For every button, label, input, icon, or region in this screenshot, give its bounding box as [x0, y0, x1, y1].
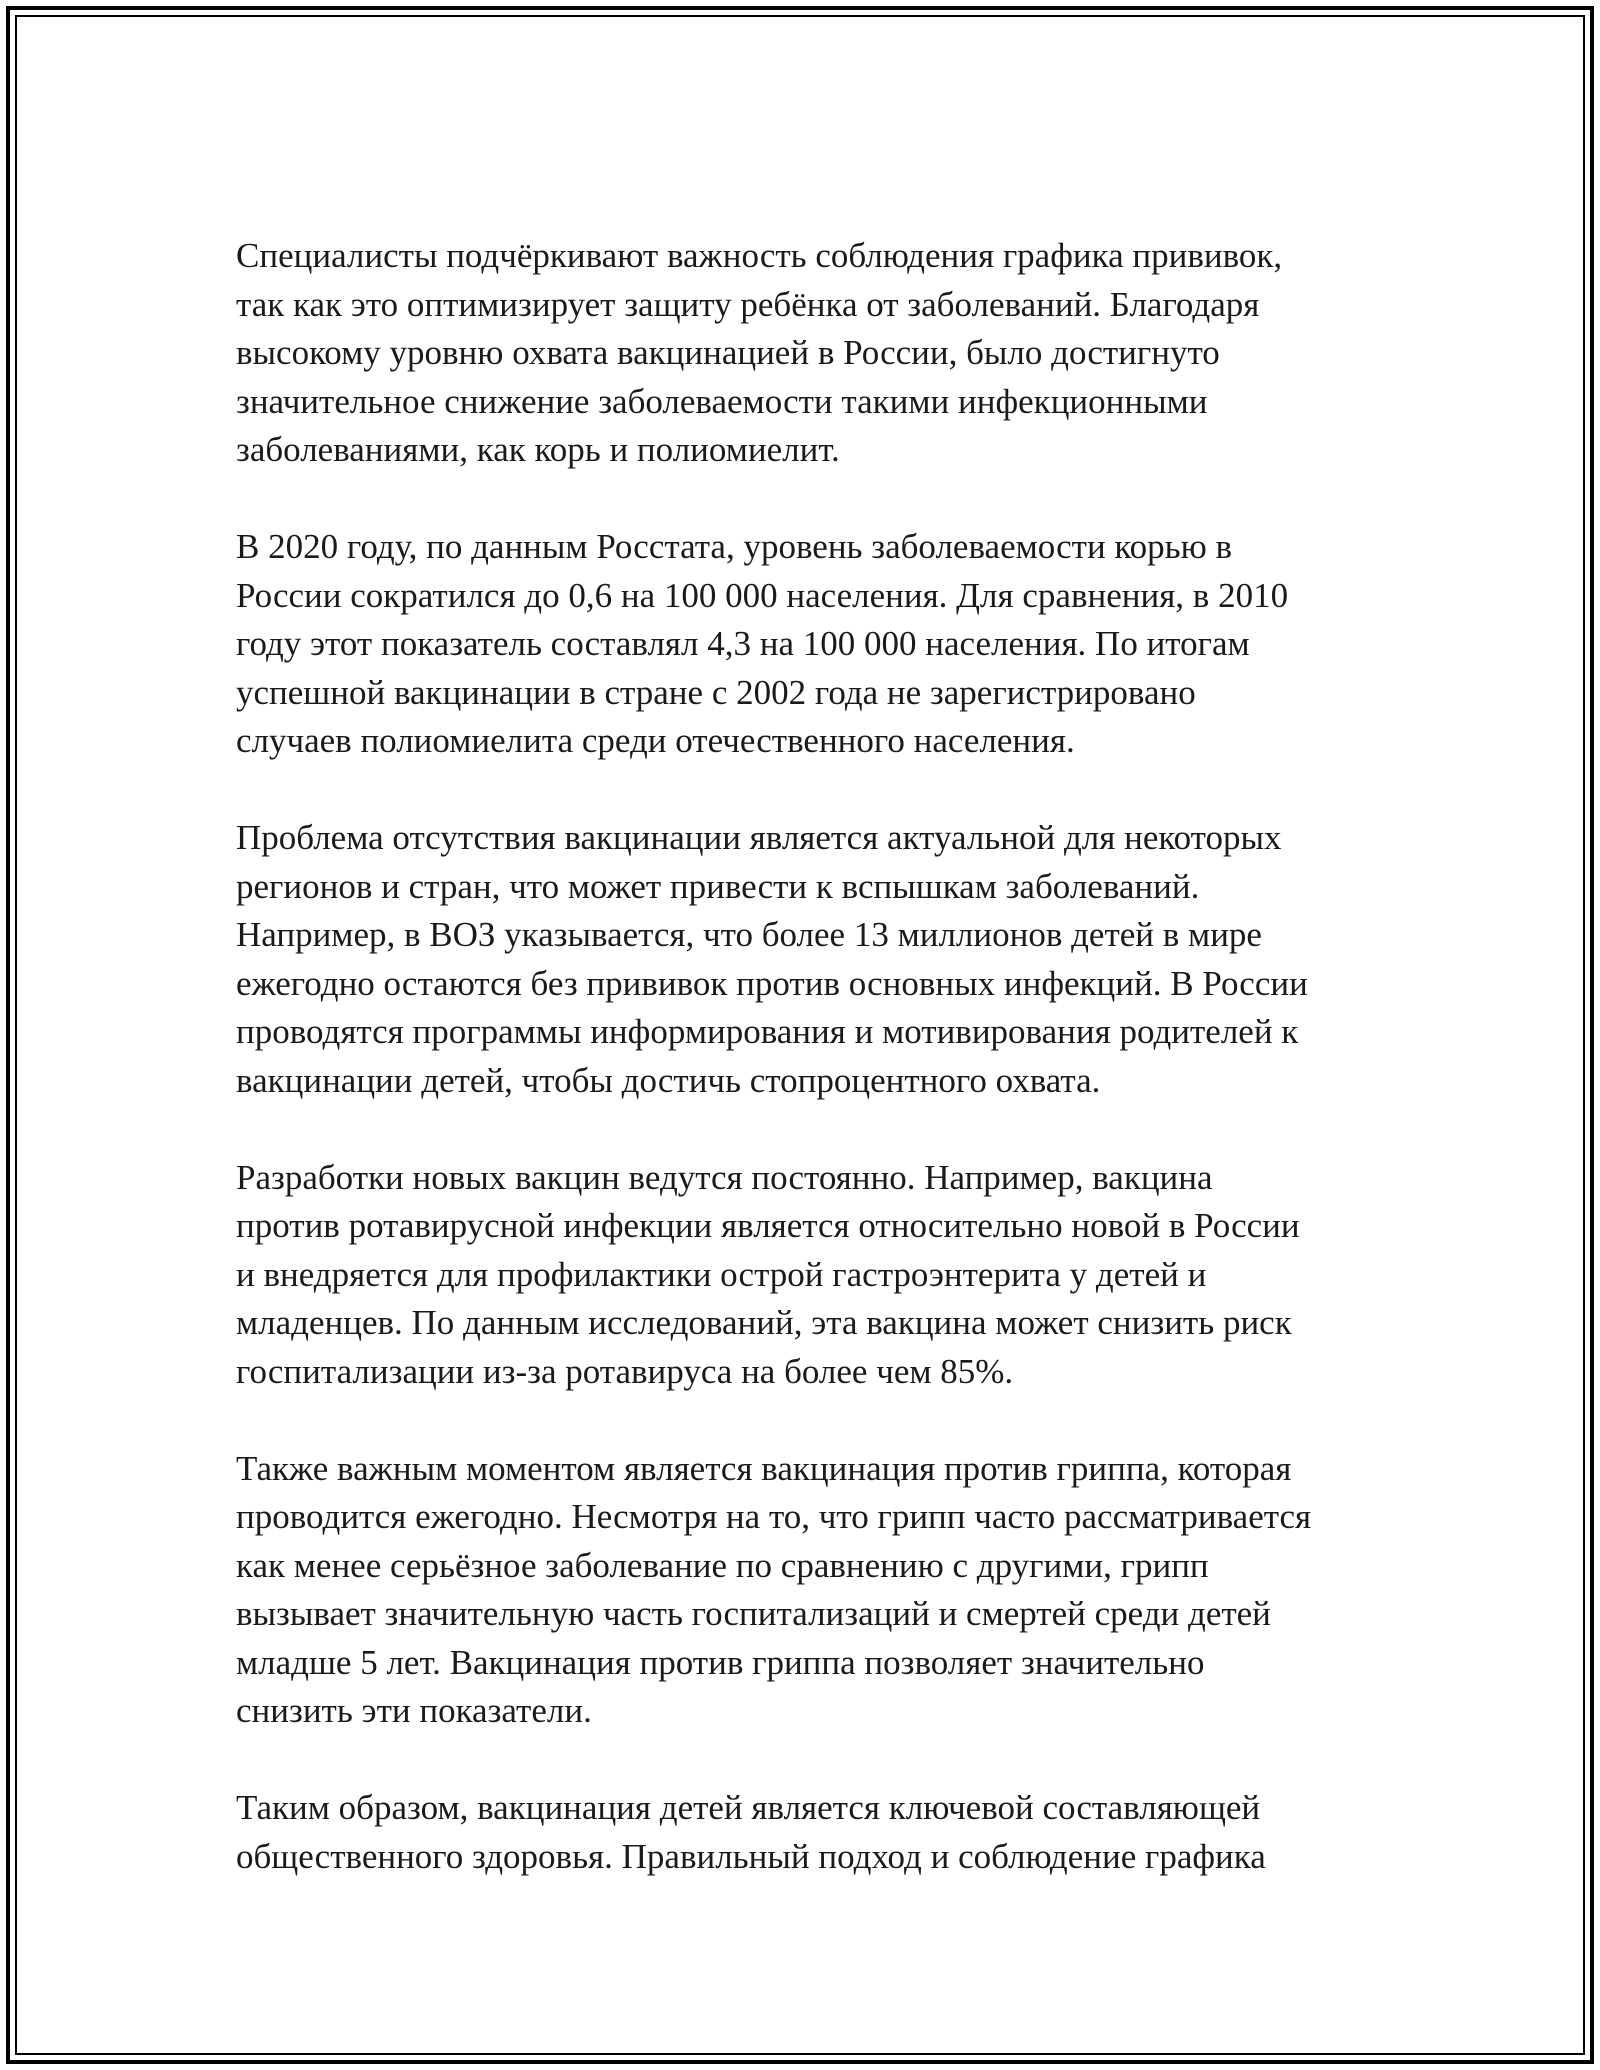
text-line: так как это оптимизирует защиту ребёнка от заболеваний. Благодаря	[236, 284, 1260, 324]
text-line: высокому уровню охвата вакцинацией в России, было достигнуто	[236, 333, 1220, 372]
text-line: снизить эти показатели.	[236, 1691, 592, 1730]
paragraph-1	[236, 232, 1376, 475]
text-line: и внедряется для профилактики острой гастроэнтерита у детей и	[236, 1254, 1207, 1294]
text-line: значительное снижение заболеваемости такими инфекционными	[236, 381, 1208, 421]
text-line: госпитализации из-за ротавируса на более чем 85%.	[236, 1351, 1014, 1391]
text-line: Таким образом, вакцинация детей является ключевой составляющей	[236, 1788, 1261, 1827]
document-body	[236, 232, 1376, 1930]
text-line: Например, в ВОЗ указывается, что более 13 миллионов детей в мире	[236, 915, 1262, 954]
paragraph-2	[236, 523, 1376, 766]
text-line: проводятся программы информирования и мотивирования родителей к	[236, 1012, 1299, 1051]
text-line: России сократился до 0,6 на 100 000 населения. Для сравнения, в 2010	[236, 575, 1289, 615]
text-line: проводится ежегодно. Несмотря на то, что грипп часто рассматривается	[236, 1497, 1312, 1536]
text-line: младше 5 лет. Вакцинация против гриппа позволяет значительно	[236, 1642, 1205, 1682]
text-line: году этот показатель составлял 4,3 на 100 000 населения. По итогам	[236, 624, 1250, 663]
text-line: случаев полиомиелита среди отечественного населения.	[236, 721, 1075, 760]
text-line: против ротавирусной инфекции является относительно новой в России	[236, 1206, 1300, 1245]
text-line: Разработки новых вакцин ведутся постоянно. Например, вакцина	[236, 1157, 1213, 1197]
paragraph-6	[236, 1784, 1376, 1881]
text-line: успешной вакцинации в стране с 2002 года не зарегистрировано	[236, 672, 1196, 712]
text-line: заболеваниями, как корь и полиомиелит.	[236, 430, 840, 469]
text-line: общественного здоровья. Правильный подход и соблюдение графика	[236, 1836, 1266, 1876]
text-line: младенцев. По данным исследований, эта вакцина может снизить риск	[236, 1303, 1292, 1342]
text-line: регионов и стран, что может привести к вспышкам заболеваний.	[236, 866, 1200, 906]
text-line: как менее серьёзное заболевание по сравнению с другими, грипп	[236, 1545, 1209, 1585]
paragraph-3	[236, 814, 1376, 1105]
text-line: вакцинации детей, чтобы достичь стопроцентного охвата.	[236, 1060, 1101, 1100]
text-line: Также важным моментом является вакцинация против гриппа, которая	[236, 1448, 1292, 1488]
paragraph-5	[236, 1445, 1376, 1736]
text-line: вызывает значительную часть госпитализаций и смертей среди детей	[236, 1594, 1271, 1633]
text-line: В 2020 году, по данным Росстата, уровень заболеваемости корью в	[236, 527, 1233, 566]
paragraph-4	[236, 1154, 1376, 1397]
text-line: ежегодно остаются без прививок против основных инфекций. В России	[236, 963, 1308, 1003]
text-line: Проблема отсутствия вакцинации является актуальной для некоторых	[236, 818, 1282, 857]
text-line: Специалисты подчёркивают важность соблюдения графика прививок,	[236, 236, 1283, 275]
